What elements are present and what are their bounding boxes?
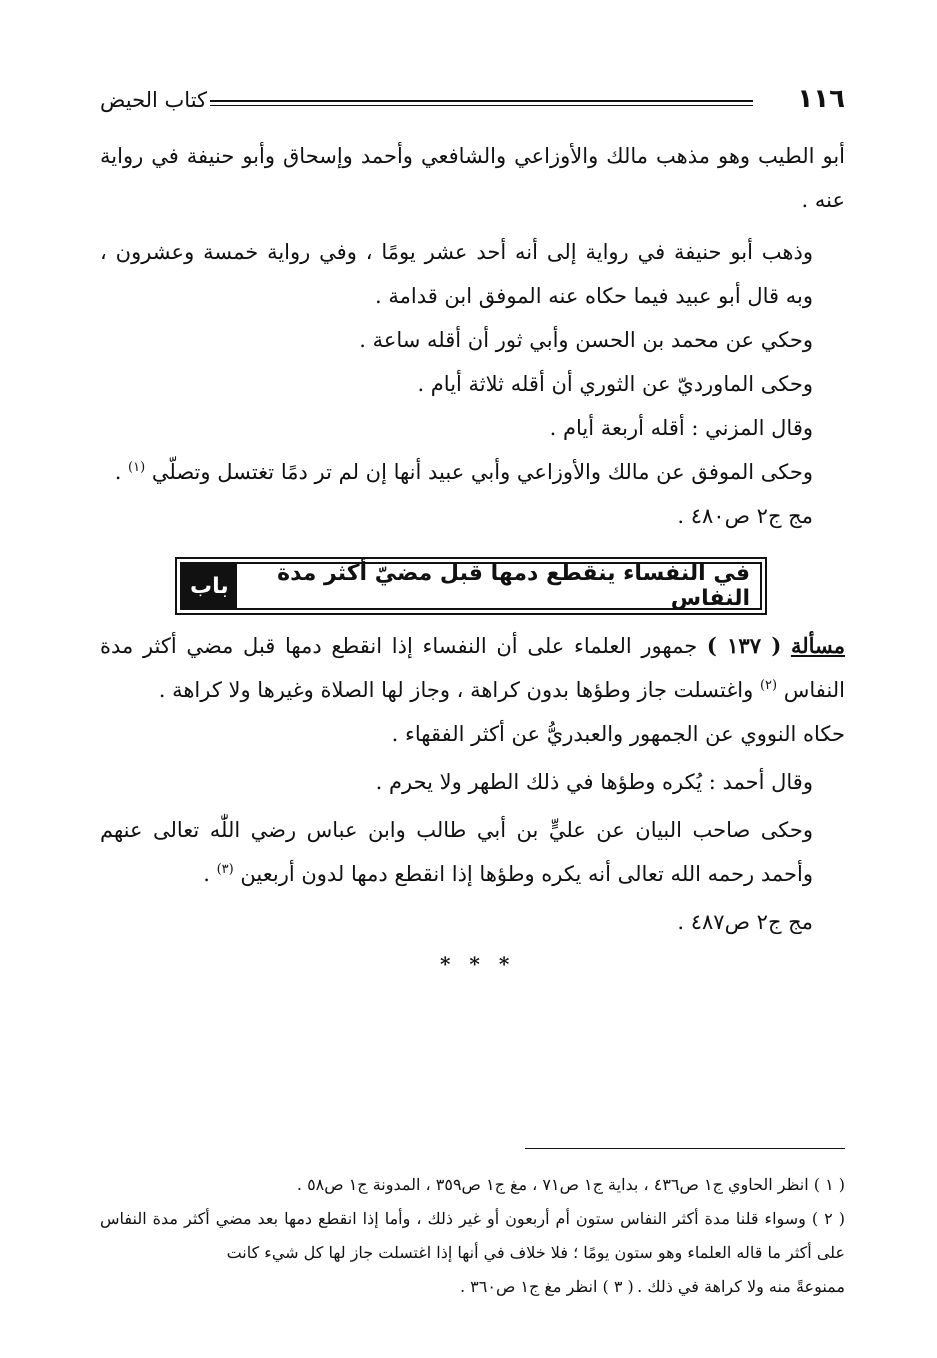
footnote-rule: [525, 1148, 845, 1149]
header-rule: [210, 100, 753, 106]
paragraph-end: .: [203, 862, 217, 886]
footnotes: [100, 1168, 845, 1304]
paragraph: [100, 808, 845, 896]
masala-number: ( ١٣٧ ): [706, 633, 782, 658]
paragraph: وقال أحمد : يُكره وطؤها في ذلك الطهر ولا يحرم .: [375, 770, 813, 794]
footnote-marker: (٢): [759, 678, 778, 693]
footnote-3: ( ٣ ) انظر مغ ج١ ص٣٦٠ .: [460, 1277, 634, 1296]
page-header: [100, 82, 845, 122]
paragraph-text: وحكى الموفق عن مالك والأوزاعي وأبي عبيد أنها إن لم تر دمًا تغتسل وتصلّي: [151, 460, 813, 484]
section-2: [100, 624, 845, 944]
footnote-marker: (١): [128, 460, 146, 475]
footnote-1: ( ١ ) انظر الحاوي ج١ ص٤٣٦ ، بداية ج١ ص٧١ ، مغ ج١ ص٣٥٩ ، المدونة ج١ ص٥٨ .: [296, 1175, 845, 1194]
chapter-heading-inner: [180, 562, 762, 610]
chapter-heading-box: [175, 557, 767, 615]
paragraph: وحكى الماورديّ عن الثوري أن أقله ثلاثة أيام .: [417, 372, 813, 396]
page-number: ١١٦: [797, 84, 845, 114]
paragraph: [100, 450, 845, 494]
paragraph: وحكي عن محمد بن الحسن وأبي ثور أن أقله ساعة .: [359, 328, 813, 352]
footnote-2: ( ٢ ) وسواء قلنا مدة أكثر النفاس ستون أم أربعون أو غير ذلك ، وأما إذا انقطع دمها بعد مضي أكثر مدة النفاس على أكثر ما قاله العلماء وهو ستون يومًا ؛ فلا خلاف في أنها إذا اغتسلت جاز لها كل شيء كانت: [100, 1209, 846, 1262]
section-separator: * * *: [440, 952, 516, 976]
reference: مج ج٢ ص٤٨٧ .: [677, 910, 813, 934]
chapter-label: باب: [182, 564, 237, 608]
paragraph: وذهب أبو حنيفة في رواية إلى أنه أحد عشر يومًا ، وفي رواية خمسة وعشرون ، وبه قال أبو عبيد فيما حكاه عنه الموفق ابن قدامة .: [100, 240, 813, 308]
paragraph-end: .: [114, 460, 129, 484]
paragraph: أبو الطيب وهو مذهب مالك والأوزاعي والشافعي وأحمد وإسحاق وأبو حنيفة في رواية عنه .: [100, 144, 845, 212]
paragraph-text: وحكى صاحب البيان عن عليٍّ بن أبي طالب وابن عباس رضي اللّٰه تعالى عنهم وأحمد رحمه الله تعالى أنه يكره وطؤها إذا انقطع دمها لدون أربعين: [100, 818, 813, 886]
chapter-title: في النفساء ينقطع دمها قبل مضيّ أكثر مدة النفاس: [277, 561, 750, 611]
section-1: [100, 134, 845, 538]
paragraph: وقال المزني : أقله أربعة أيام .: [549, 416, 813, 440]
paragraph-text: جمهور العلماء على أن النفساء إذا انقطع دمها قبل مضي أكثر مدة النفاس: [100, 634, 845, 702]
footnote-last-line: [100, 1270, 845, 1304]
running-title: كتاب الحيض: [100, 88, 208, 112]
footnote-2-end: ممنوعةً منه ولا كراهة في ذلك .: [637, 1277, 845, 1296]
paragraph: حكاه النووي عن الجمهور والعبدريُّ عن أكثر الفقهاء .: [391, 722, 845, 746]
footnote-marker: (٣): [216, 862, 234, 877]
paragraph: [100, 624, 845, 712]
reference: مج ج٢ ص٤٨٠ .: [677, 504, 813, 528]
paragraph-text: واغتسلت جاز وطؤها بدون كراهة ، وجاز لها الصلاة وغيرها ولا كراهة .: [158, 678, 760, 702]
masala-label: مسألة: [790, 633, 845, 658]
